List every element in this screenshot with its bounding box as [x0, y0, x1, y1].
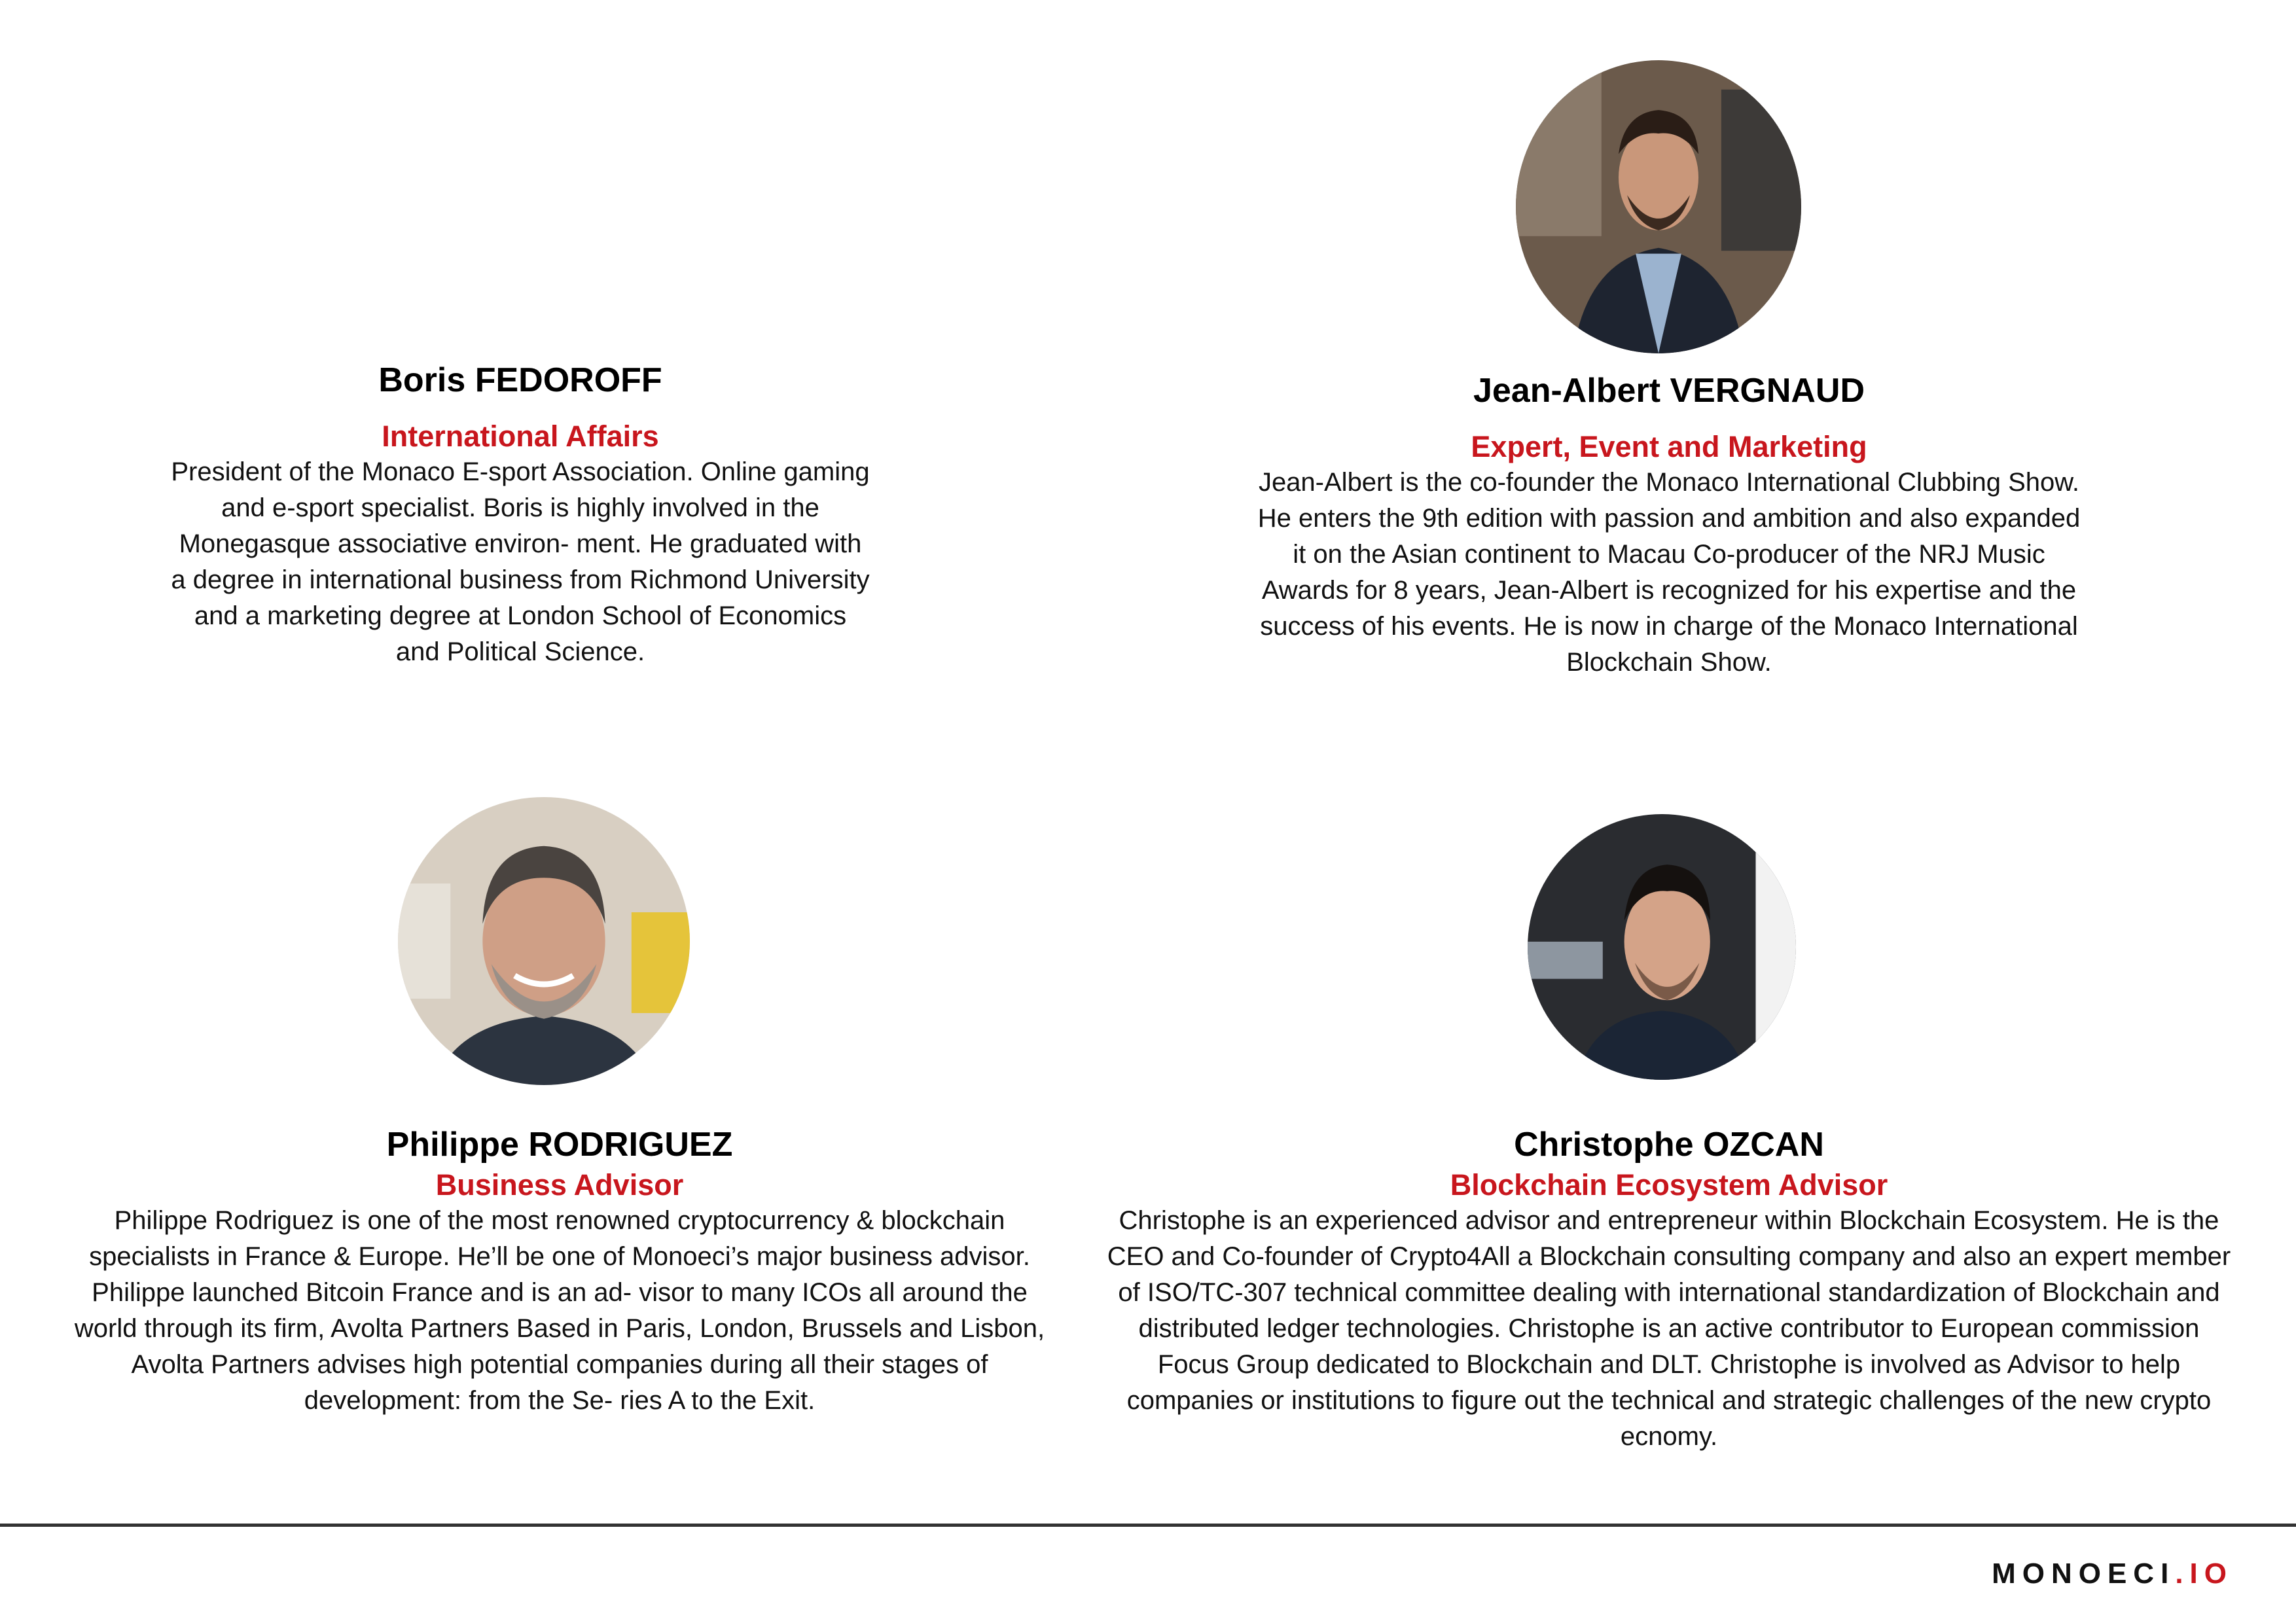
profile-role: International Affairs [382, 419, 659, 454]
footer-divider [0, 1524, 2296, 1527]
photo-jean-albert-vergnaud [1516, 60, 1801, 353]
profile-name: Christophe OZCAN [1514, 1126, 1824, 1164]
profile-role: Blockchain Ecosystem Advisor [1450, 1168, 1888, 1202]
profile-role: Expert, Event and Marketing [1471, 430, 1867, 464]
photo-christophe-ozcan [1528, 814, 1796, 1080]
profile-jean-albert-vergnaud [1237, 370, 2101, 681]
profile-bio: Philippe Rodriguez is one of the most renowned cryptocurrency & blockchain specialists in France & Europe. He’ll be one of Monoeci’s major business advisor. Philippe launched Bitcoin France and is an ad- visor to many ICOs all around the world through its firm, Avolta Partners Based in Paris, London, Brussels and Lisbon, Avolta Partners advises high potential companies during all their stages of development: from the Se- ries A to the Exit. [74, 1206, 1045, 1416]
profile-bio: Jean-Albert is the co-founder the Monaco International Clubbing Show. He enters the 9th edition with passion and ambition and also expanded it on the Asian continent to Macau Co-producer of the NRJ Music Awards for 8 years, Jean-Albert is recognized for his expertise and the success of his events. He is now in charge of the Monaco International Blockchain Show. [1257, 468, 2081, 677]
profile-name: Boris FEDOROFF [378, 361, 662, 399]
profile-bio: Christophe is an experienced advisor and entrepreneur within Blockchain Ecosystem. He is the CEO and Co-founder of Crypto4All a Blockchain consulting company and also an expert member of ISO/TC-307 technical committee dealing with international standardization of Blockchain and distributed ledger technologies. Christophe is an active contributor to European commission Focus Group dedicated to Blockchain and DLT. Christophe is involved as Advisor to help companies or institutions to figure out the technical and strategic challenges of the new crypto ecnomy. [1107, 1206, 2231, 1452]
profile-philippe-rodriguez [65, 1124, 1054, 1419]
monoeci-logo [1992, 1558, 2233, 1590]
photo-philippe-rodriguez [398, 797, 690, 1085]
profile-name: Philippe RODRIGUEZ [386, 1126, 733, 1164]
logo-suffix-text: .IO [2175, 1558, 2233, 1590]
profile-christophe-ozcan [1100, 1124, 2238, 1455]
profile-role: Business Advisor [435, 1168, 684, 1202]
profile-bio: President of the Monaco E-sport Association. Online gaming and e-sport specialist. Boris is highly involved in the Monegasque associative environ- ment. He graduated with a degree in international business from Richmond University and a marketing degree at London School of Economics and Political Science. [171, 457, 870, 667]
logo-main-text: MONOECI [1992, 1558, 2176, 1590]
profile-boris-fedoroff [157, 360, 884, 670]
profile-name: Jean-Albert VERGNAUD [1473, 372, 1865, 410]
